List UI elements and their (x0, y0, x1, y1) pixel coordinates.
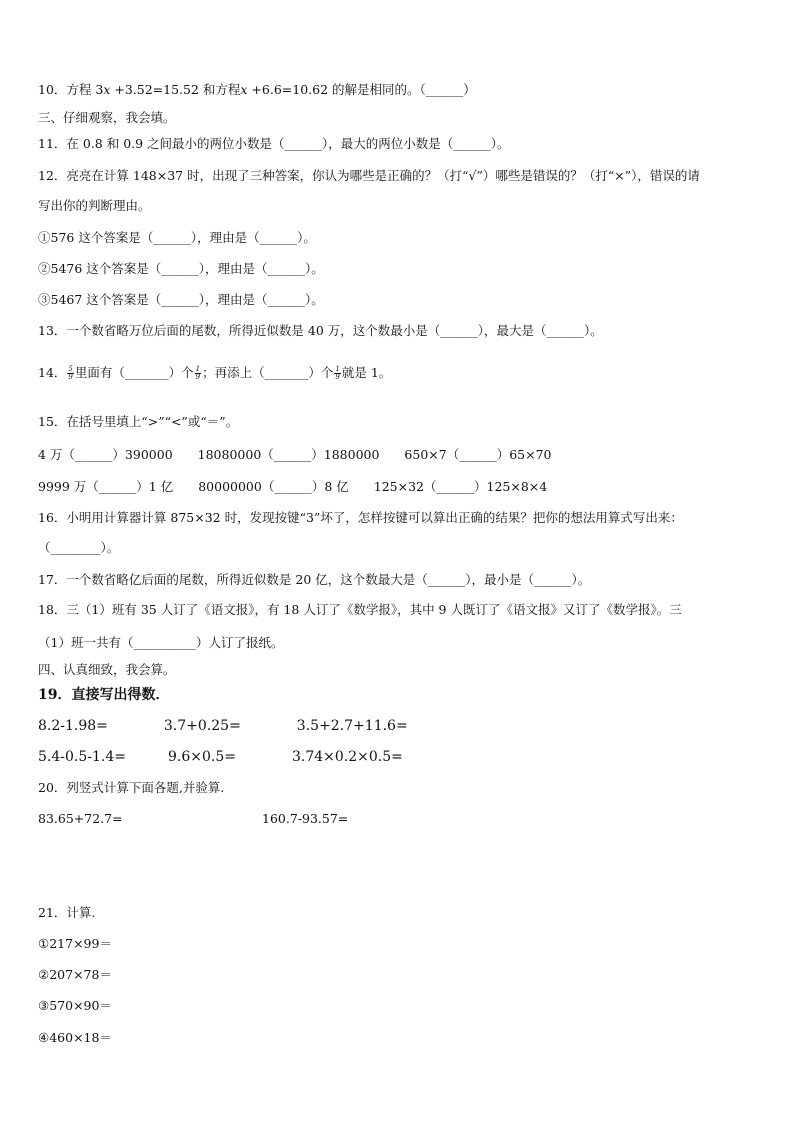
question-14 (38, 365, 391, 381)
section-3-heading: 三、仔细观察，我会填。 (38, 110, 176, 125)
question-12-line-2: 写出你的判断理由。 (38, 198, 151, 213)
question-21: 21．计算. (38, 905, 96, 920)
question-21-item-3: ③570×90＝ (38, 998, 112, 1013)
question-12-item-2: ②5476 这个答案是（______），理由是（______）。 (38, 261, 324, 276)
question-15: 15．在括号里填上“>”“<”或“＝”。 (38, 414, 239, 429)
question-12-line-1: 12．亮亮在计算 148×37 时，出现了三种答案，你认为哪些是正确的？（打“√”）哪些是错误的？（打“×”），错误的请 (38, 168, 700, 183)
fraction-five-ninths: $\frac{5}{9}$ (68, 365, 73, 381)
question-13: 13．一个数省略万位后面的尾数，所得近似数是 40 万，这个数最小是（______），最大是（______）。 (38, 323, 603, 338)
question-20-problem-a: 83.65+72.7= (38, 811, 123, 826)
question-14-text-1: 里面有（_______）个 (74, 365, 194, 380)
question-21-item-4: ④460×18＝ (38, 1030, 112, 1045)
question-14-text-3: 就是 1。 (341, 365, 392, 380)
question-20: 20．列竖式计算下面各题,并验算. (38, 780, 225, 795)
question-21-item-1: ①217×99＝ (38, 936, 112, 951)
question-11: 11．在 0.8 和 0.9 之间最小的两位小数是（______），最大的两位小数是（______）。 (38, 136, 510, 151)
question-18-line-1: 18．三（1）班有 35 人订了《语文报》，有 18 人订了《数学报》，其中 9 人既订了《语文报》又订了《数学报》。三 (38, 602, 682, 617)
question-12-item-1: ①576 这个答案是（______），理由是（______）。 (38, 230, 316, 245)
question-21-item-2: ②207×78＝ (38, 967, 112, 982)
fraction-one-ninth: $\frac{1}{9}$ (335, 365, 340, 381)
question-20-problem-b: 160.7-93.57= (262, 811, 349, 826)
question-19: 19．直接写出得数． (38, 687, 170, 703)
question-16-line-1: 16．小明用计算器计算 875×32 时，发现按键“3”坏了，怎样按键可以算出正确的结果？把你的想法用算式写出来： (38, 510, 683, 525)
fraction-one-ninth: $\frac{1}{9}$ (195, 365, 201, 381)
section-4-heading: 四、认真细致，我会算。 (38, 662, 176, 677)
question-16-line-2: （________）。 (38, 540, 120, 555)
question-15-row-2: 9999 万（______）1 亿 80000000（______）8 亿 125×32（______）125×8×4 (38, 479, 548, 494)
question-19-row-1: 8.2-1.98= 3.7+0.25= 3.5+2.7+11.6= (38, 718, 408, 734)
question-12-item-3: ③5467 这个答案是（______），理由是（______）。 (38, 292, 324, 307)
question-14-text-2: ；再添上（_______）个 (202, 365, 334, 380)
question-14-number: 14． (38, 365, 67, 380)
question-18-line-2: （1）班一共有（__________）人订了报纸。 (38, 635, 284, 650)
question-10: 10．方程 3𝑥 +3.52=15.52 和方程𝑥 +6.6=10.62 的解是相同的。（______） (38, 82, 476, 97)
question-19-row-2: 5.4-0.5-1.4= 9.6×0.5= 3.74×0.2×0.5= (38, 749, 403, 765)
question-15-row-1: 4 万（______）390000 18080000（______）1880000 650×7（______）65×70 (38, 447, 552, 462)
question-17: 17．一个数省略亿后面的尾数，所得近似数是 20 亿，这个数最大是（______），最小是（______）。 (38, 572, 591, 587)
